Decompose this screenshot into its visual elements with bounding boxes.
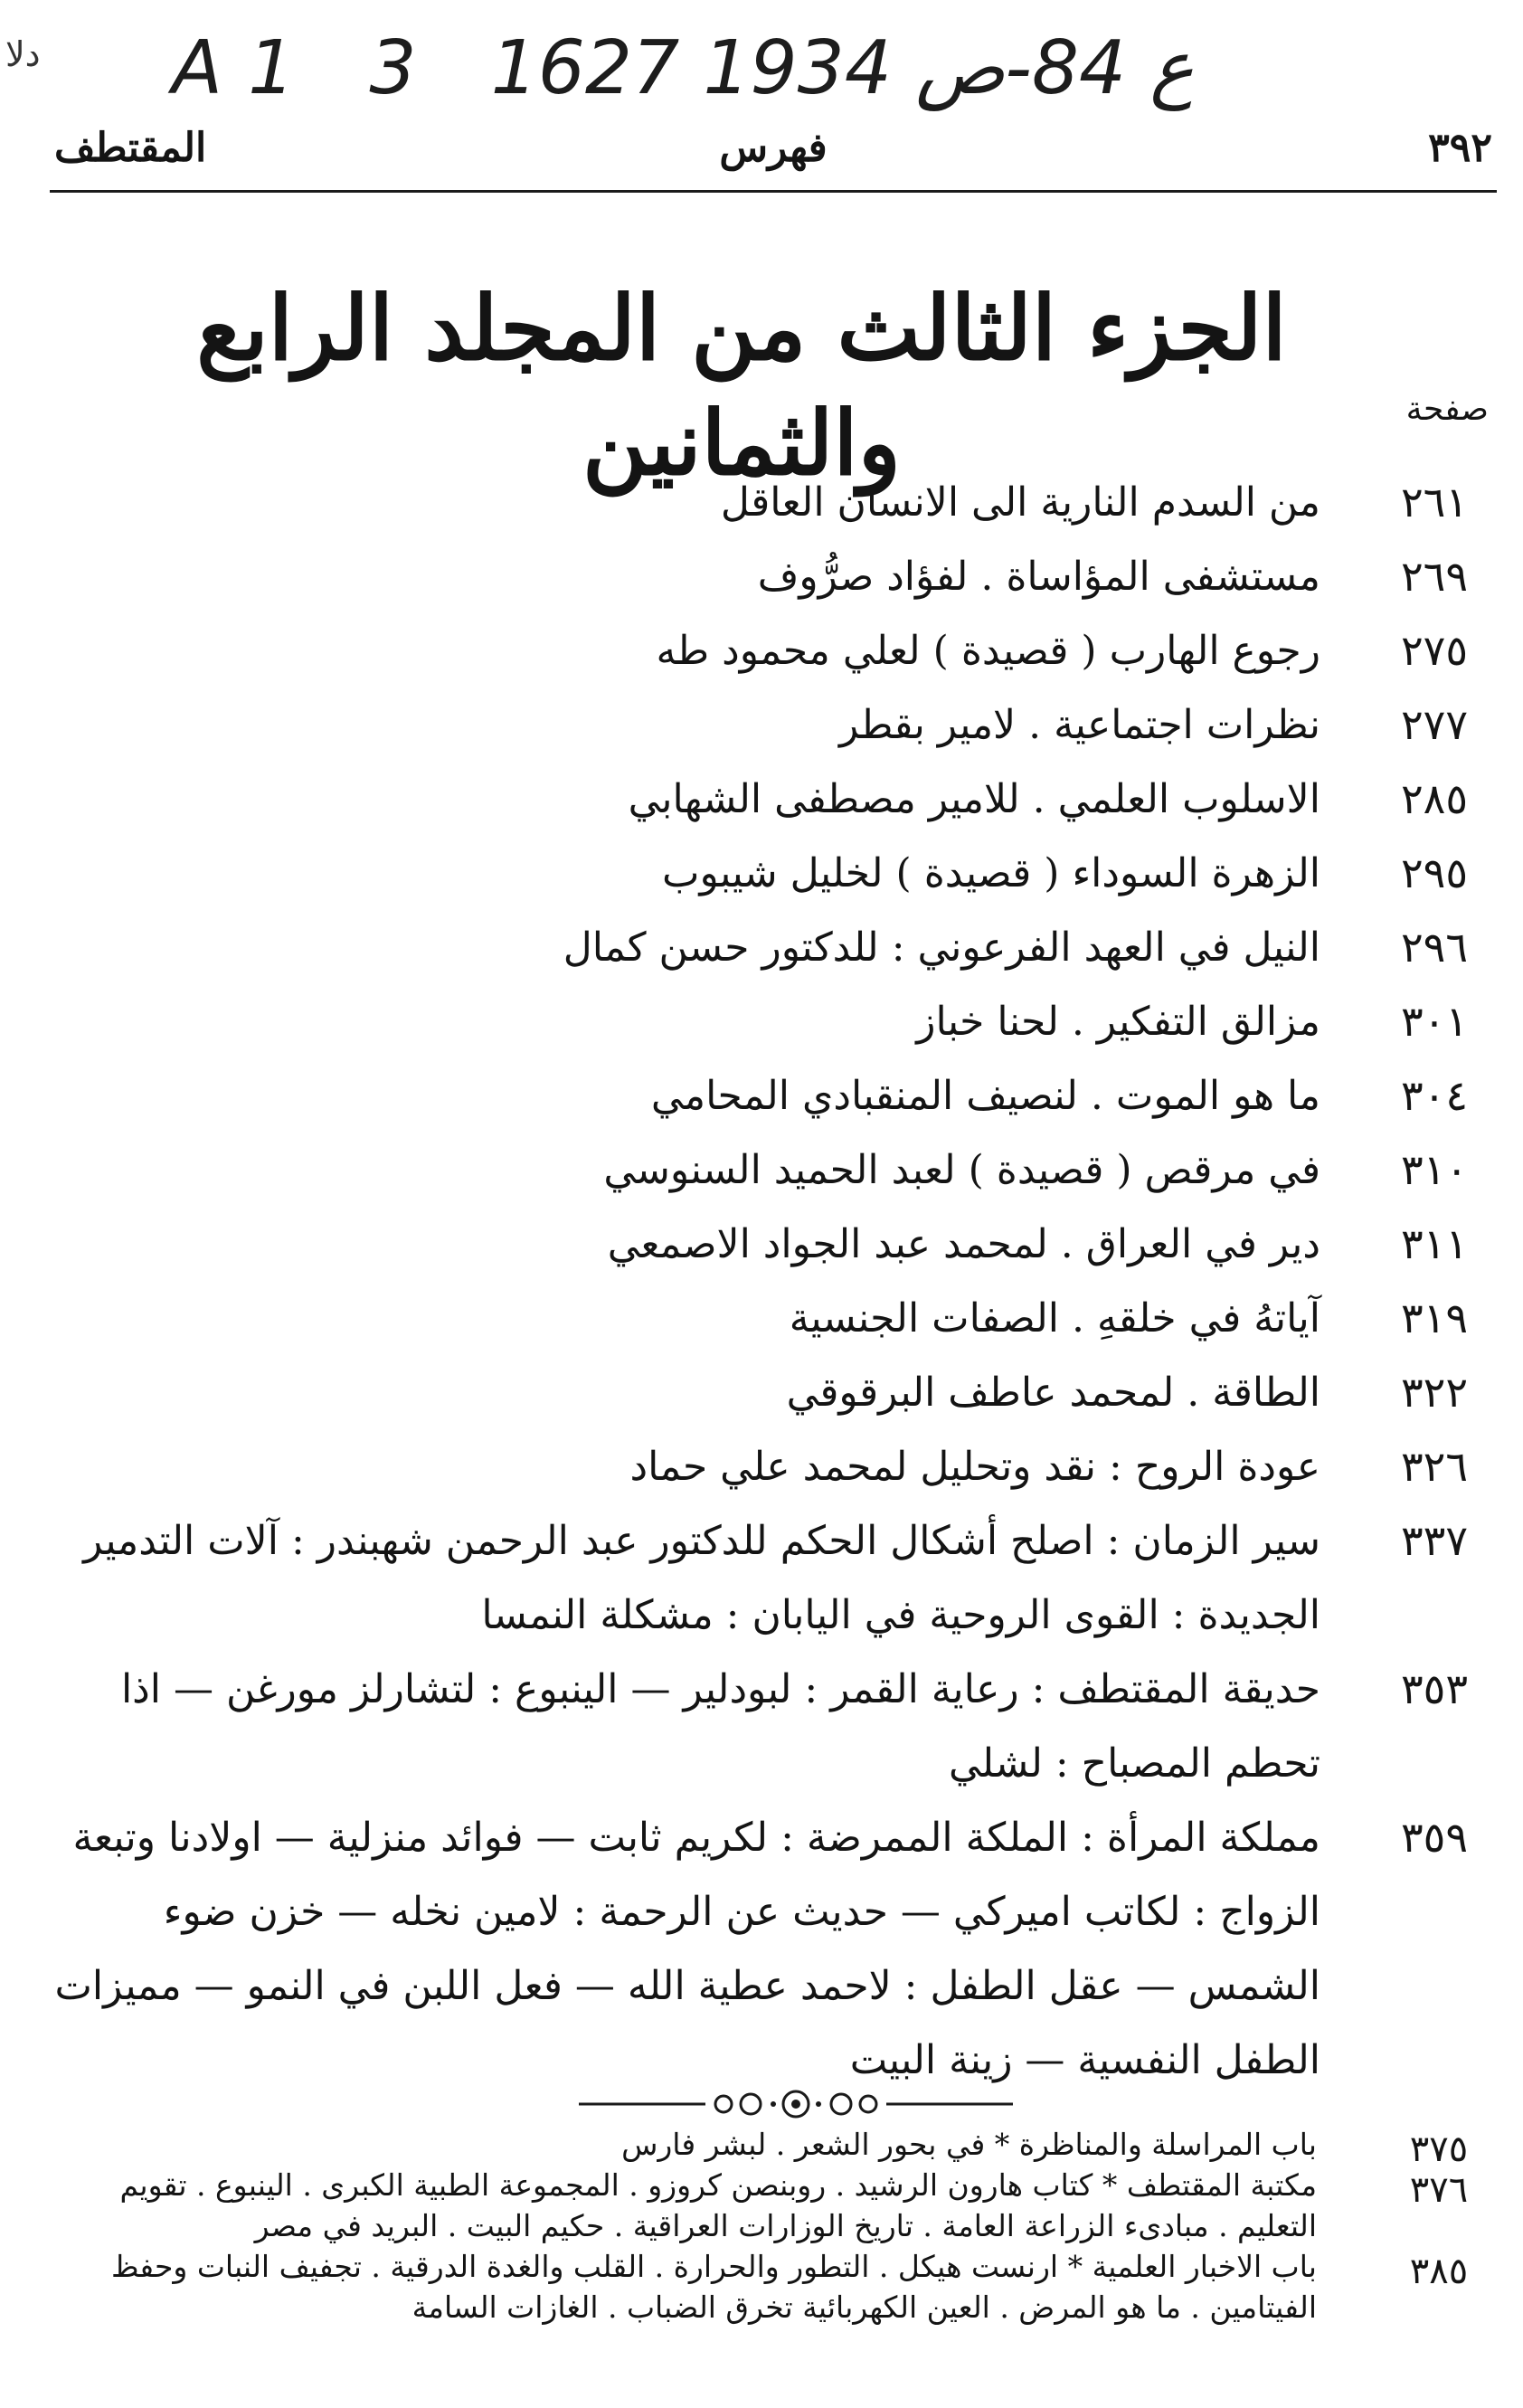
entry-title: الاسلوب العلمي . للامير مصطفى الشهابي <box>628 776 1320 822</box>
entry-title: في مرقص ( قصيدة ) لعبد الحميد السنوسي <box>603 1147 1320 1193</box>
entry-title: باب المراسلة والمناظرة * في بحور الشعر . لبشر فارس <box>621 2127 1317 2162</box>
entry-title: من السدم النارية الى الانسان العاقل <box>720 479 1320 526</box>
entry-title: مكتبة المقتطف * كتاب هارون الرشيد . روبنصن كروزو . المجموعة الطبية الكبرى . الينبوع . تقويم التعليم . مبادىء الزراعة العامة . تاريخ الوزارات العراقية . حكيم البيت . البريد في مصر <box>119 2167 1317 2243</box>
entry-page-number: ٢٦١ <box>1400 478 1469 526</box>
entry-title: دير في العراق . لمحمد عبد الجواد الاصمعي <box>607 1221 1320 1267</box>
entry-page-number: ٣٠٤ <box>1400 1071 1469 1120</box>
contents-entry <box>42 763 1498 837</box>
handwritten-catalog-note: A1 3 ع 84-ص 1934 1627 <box>172 25 1195 111</box>
entry-title: مملكة المرأة : الملكة الممرضة : لكريم ثابت — فوائد منزلية — اولادنا وتبعة الزواج : لكاتب اميركي — حديث عن الرحمة : لامين نخله — خزن ضوء الشمس — عقل الطفل : لاحمد عطية الله — فعل اللبن في النمو — مميزات الطفل النفسية — زينة البيت <box>54 1815 1320 2083</box>
entry-page-number: ٢٩٥ <box>1400 848 1469 897</box>
page-column-label: صفحة <box>1405 391 1489 428</box>
contents-entry <box>42 1430 1498 1504</box>
entry-page-number: ٣٧٦ <box>1409 2169 1469 2211</box>
contents-entry <box>42 1801 1498 2098</box>
contents-entry <box>42 688 1498 763</box>
contents-entry <box>42 985 1498 1059</box>
contents-entry <box>42 911 1498 985</box>
entry-page-number: ٢٨٥ <box>1400 774 1469 823</box>
entry-title: نظرات اجتماعية . لامير بقطر <box>839 702 1320 748</box>
entry-title: مستشفى المؤاساة . لفؤاد صرُّوف <box>757 554 1320 600</box>
header-rule <box>50 190 1497 193</box>
contents-entry <box>42 1282 1498 1356</box>
entry-page-number: ٣١٩ <box>1400 1294 1469 1342</box>
entry-page-number: ٢٦٩ <box>1400 552 1469 601</box>
entry-page-number: ٣٥٩ <box>1400 1813 1469 1862</box>
contents-list <box>42 466 1498 2098</box>
header-journal-name: المقتطف <box>54 125 207 171</box>
entry-page-number: ٢٧٥ <box>1400 626 1469 675</box>
entry-page-number: ٣٧٥ <box>1409 2128 1469 2170</box>
entry-title: الزهرة السوداء ( قصيدة ) لخليل شيبوب <box>662 850 1320 896</box>
entry-page-number: ٣٢٢ <box>1400 1368 1469 1417</box>
entry-title: رجوع الهارب ( قصيدة ) لعلي محمود طه <box>656 628 1320 674</box>
running-header <box>54 125 1492 188</box>
entry-page-number: ٢٧٧ <box>1400 700 1469 749</box>
contents-entry <box>42 1059 1498 1133</box>
issue-title: الجزء الثالث من المجلد الرابع والثمانين <box>196 277 1287 497</box>
header-title: فهرس <box>719 125 828 171</box>
entry-page-number: ٣١١ <box>1400 1219 1469 1268</box>
entry-title: باب الاخبار العلمية * ارنست هيكل . التطور والحرارة . القلب والغدة الدرقية . تجفيف النبات وحفظ الفيتامين . ما هو المرض . العين الكهربائية تخرق الضباب . الغازات السامة <box>110 2249 1317 2325</box>
entry-page-number: ٣٣٧ <box>1400 1516 1469 1565</box>
contents-entry <box>42 1504 1498 1653</box>
secondary-entry <box>60 2246 1498 2327</box>
contents-entry <box>42 466 1498 540</box>
entry-title: الطاقة . لمحمد عاطف البرقوقي <box>786 1370 1320 1416</box>
contents-entry <box>42 614 1498 688</box>
entry-page-number: ٣٨٥ <box>1409 2251 1469 2292</box>
secondary-entry <box>60 2124 1498 2170</box>
contents-entry <box>42 1653 1498 1801</box>
contents-entry <box>42 1133 1498 1208</box>
header-page-number: ٣٩٢ <box>1428 125 1492 171</box>
contents-entry <box>42 837 1498 911</box>
entry-page-number: ٣٥٣ <box>1400 1664 1469 1713</box>
contents-entry <box>42 1208 1498 1282</box>
entry-page-number: ٢٩٦ <box>1400 923 1469 972</box>
secondary-entry <box>60 2165 1498 2246</box>
entry-page-number: ٣١٠ <box>1400 1145 1469 1194</box>
contents-entry <box>42 1356 1498 1430</box>
entry-title: حديقة المقتطف : رعاية القمر : لبودلير — الينبوع : لتشارلز مورغن — اذا تحطم المصباح : لشلي <box>120 1666 1320 1787</box>
entry-title: سير الزمان : اصلح أشكال الحكم للدكتور عبد الرحمن شهبندر : آلات التدمير الجديدة : القوى الروحية في اليابان : مشكلة النمسا <box>83 1518 1320 1638</box>
contents-entry <box>42 540 1498 614</box>
entry-title: مزالق التفكير . لحنا خباز <box>916 999 1320 1045</box>
corner-handwritten-mark: دلا <box>5 34 41 74</box>
entry-title: آياتهُ في خلقهِ . الصفات الجنسية <box>789 1295 1320 1341</box>
entry-page-number: ٣٢٦ <box>1400 1442 1469 1491</box>
entry-page-number: ٣٠١ <box>1400 997 1469 1046</box>
entry-title: النيل في العهد الفرعوني : للدكتور حسن كمال <box>563 924 1320 971</box>
ornament-divider <box>570 2086 1022 2122</box>
secondary-contents-list <box>60 2124 1498 2327</box>
entry-title: ما هو الموت . لنصيف المنقبادي المحامي <box>650 1073 1320 1119</box>
entry-title: عودة الروح : نقد وتحليل لمحمد علي حماد <box>629 1444 1320 1490</box>
